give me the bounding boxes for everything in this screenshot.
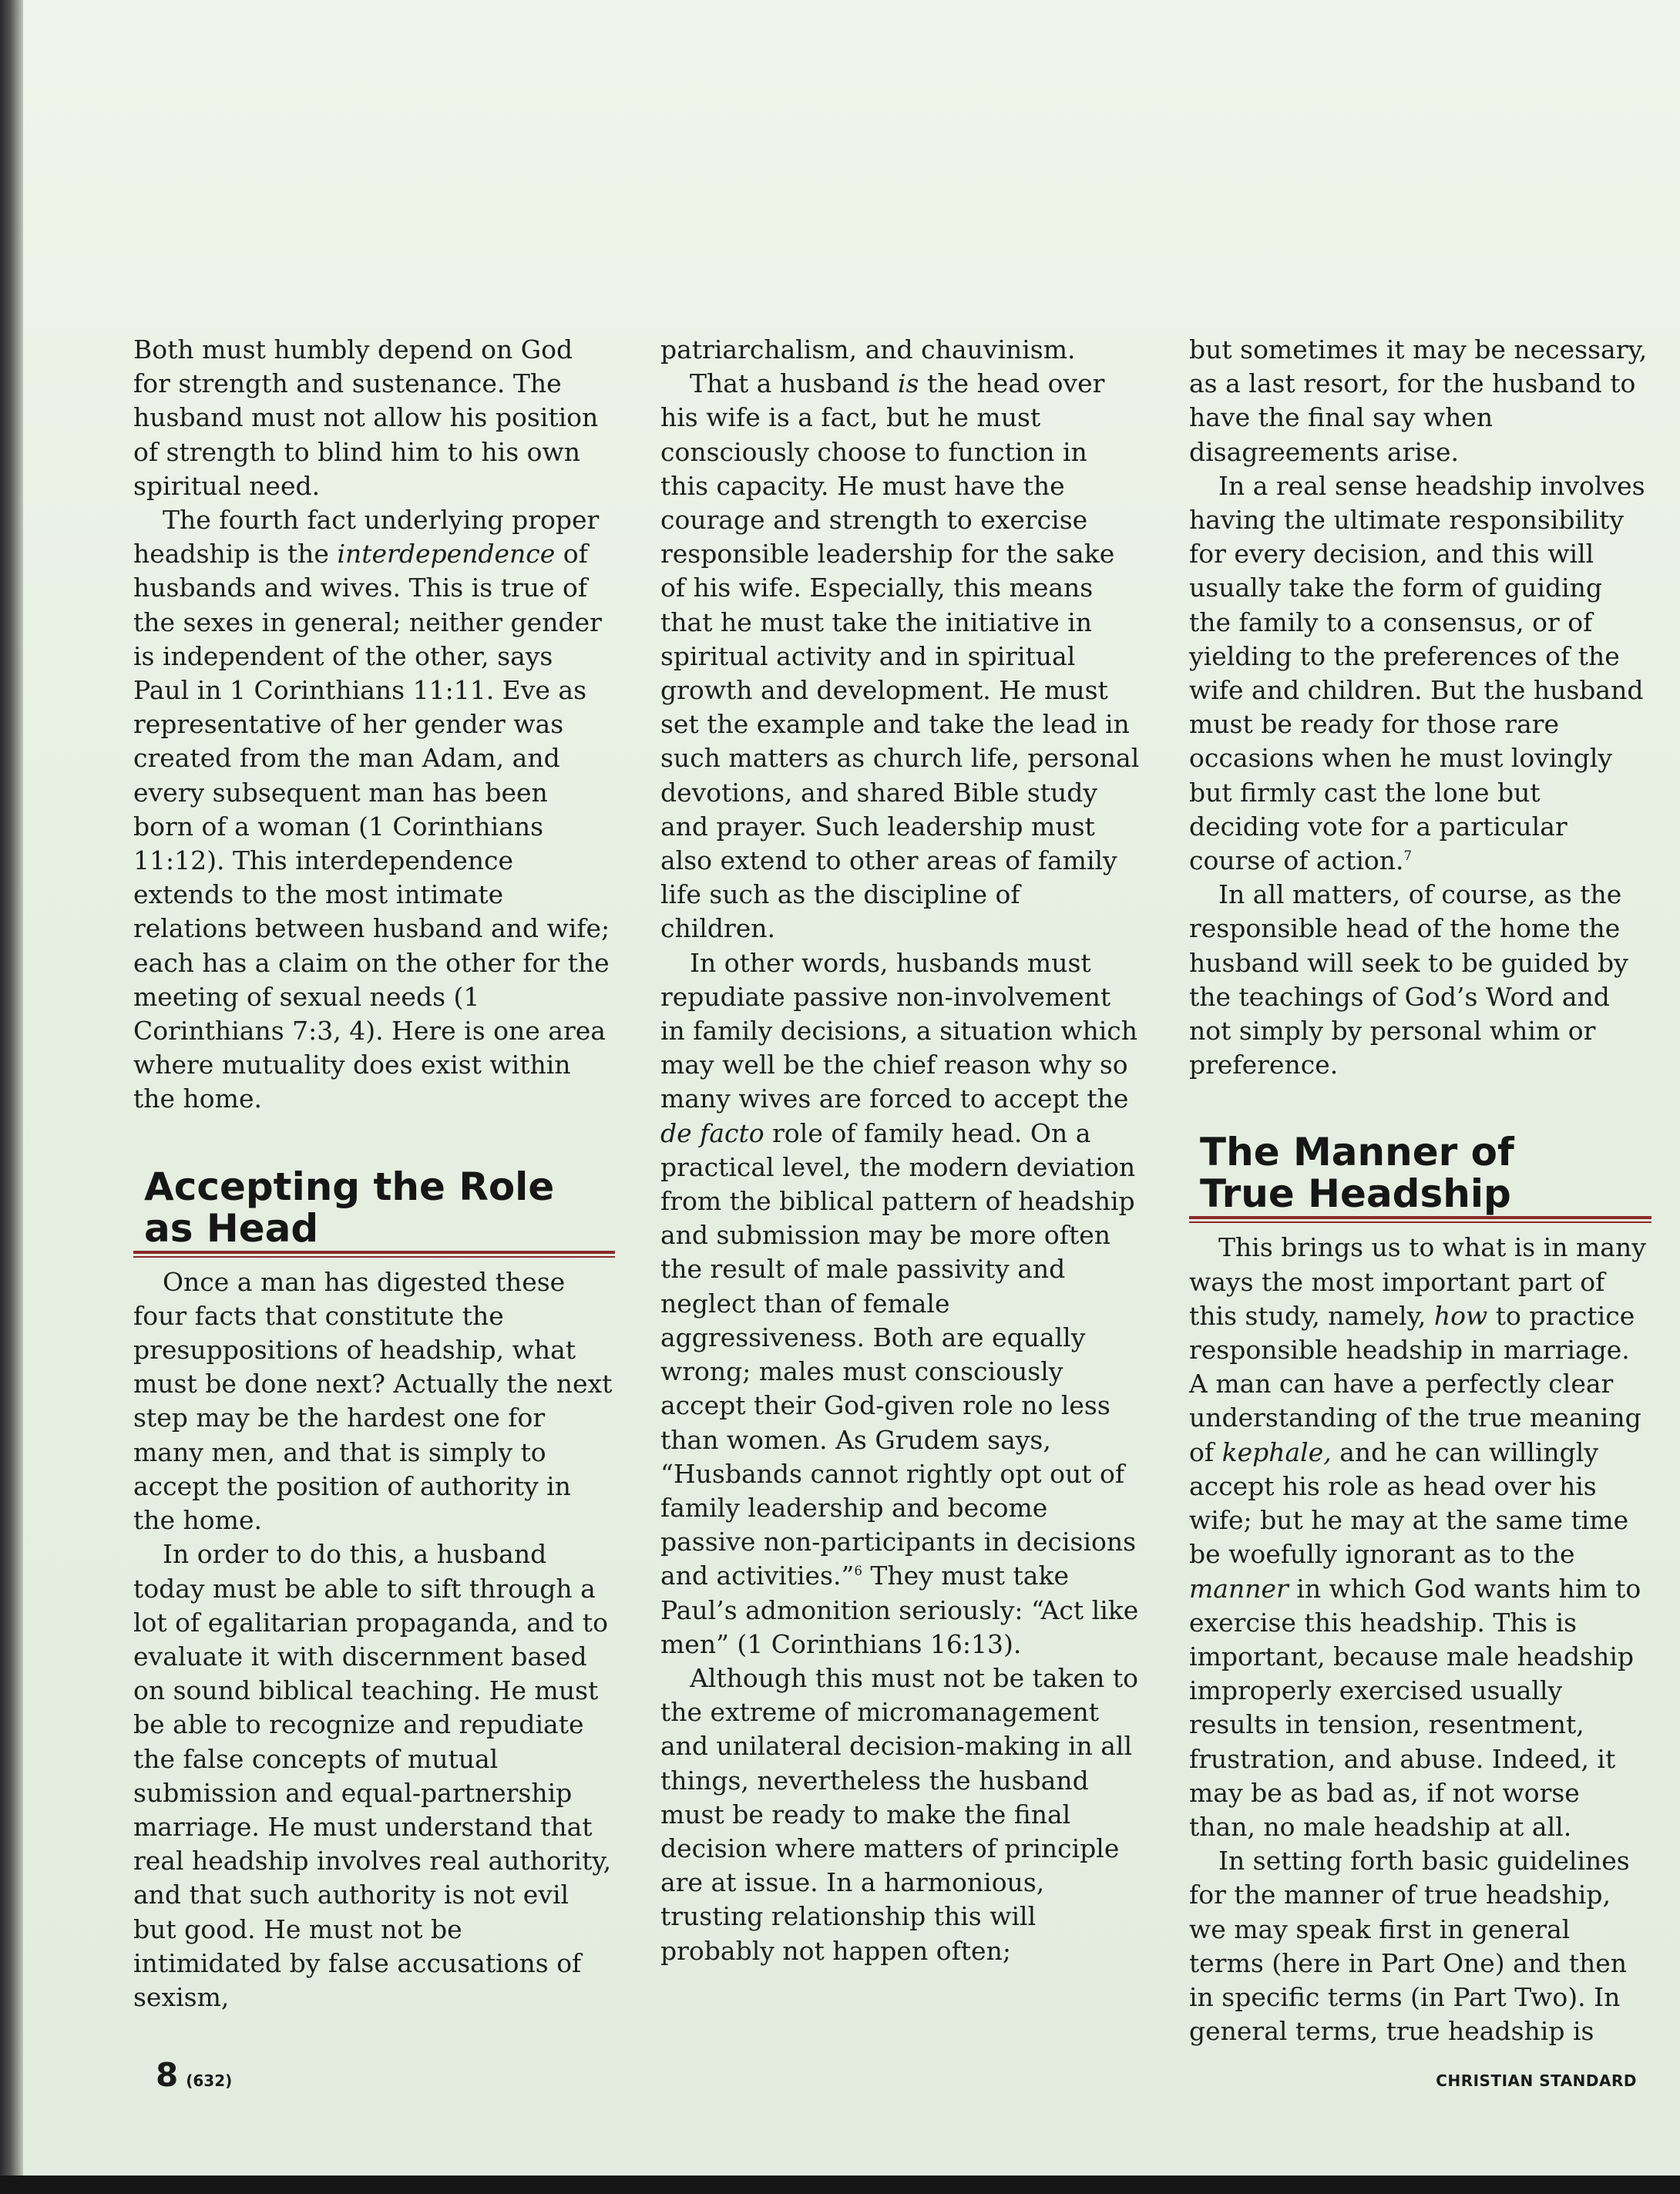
paragraph	[133, 1265, 615, 1538]
text-run: In setting forth basic guidelines for the manner of true headship, we may speak first in general terms (here in Part One) and then in specific terms (in Part Two). In general terms, true headship is	[1189, 1846, 1630, 2047]
text-run: but sometimes it may be necessary, as a last resort, for the husband to have the final say when disagreements arise.	[1189, 334, 1648, 467]
text-run: and he can willingly accept his role as head over his wife; but he may at the same time be woefully ignorant as to the	[1189, 1436, 1629, 1570]
text-run: Once a man has digested these four facts that constitute the presuppositions of headship, what must be done next? Actually the next step may be the hardest one for many men, and that is simply to accept the position of authority in the home.	[133, 1266, 613, 1536]
paragraph	[133, 1537, 615, 2014]
paragraph	[1189, 1231, 1651, 1844]
column-2	[660, 333, 1142, 1968]
paragraph	[1189, 878, 1651, 1082]
heading-line: The Manner of	[1200, 1130, 1514, 1175]
paragraph	[1189, 333, 1651, 469]
text-run: This brings us to what is in many ways the most important part of this study, namely,	[1189, 1232, 1646, 1331]
text-run: Both must humbly depend on God for strength and sustenance. The husband must not allow his position of strength to blind him to his own spiritual need.	[133, 334, 599, 501]
text-run: That a husband	[690, 368, 898, 399]
text-run: patriarchalism, and chauvinism.	[660, 334, 1076, 365]
heading-rule	[1189, 1216, 1651, 1223]
heading-rule	[133, 1251, 615, 1258]
text-run: In other words, husbands must repudiate passive non-involvement in family decisions, a situation which may well be the chief reason why so many wives are forced to accept the	[660, 947, 1137, 1114]
text-run: the head over his wife is a fact, but he must consciously choose to function in this capacity. He must have the courage and strength to exercise responsible leadership for the sake of his wife. Especially, this means that he must take the initiative in spiritual activity and in spiritual growth and development. He must set the example and take the lead in such matters as church life, personal devotions, and shared Bible study and prayer. Such leadership must also extend to other areas of family life such as the discipline of children.	[660, 368, 1140, 944]
italic-run: is	[897, 368, 919, 399]
section-heading	[1189, 1131, 1651, 1216]
page-number: 8	[156, 2056, 179, 2094]
page-sub-number: (632)	[186, 2071, 233, 2090]
text-run: to practice responsible headship in marriage. A man can have a perfectly clear understanding of the true meaning of	[1189, 1300, 1641, 1467]
paragraph	[660, 946, 1142, 1661]
binding-spine	[0, 0, 23, 2194]
paragraph	[660, 1661, 1142, 1968]
text-run: In all matters, of course, as the responsible head of the home the husband will seek to be guided by the teachings of God’s Word and not simply by personal whim or preference.	[1189, 879, 1628, 1080]
text-run: In order to do this, a husband today must be able to sift through a lot of egalitarian propaganda, and to evaluate it with discernment based on sound biblical teaching. He must be able to recognize and repudiate the false concepts of mutual submission and equal-partnership marriage. He must understand that real headship involves real authority, and that such authority is not evil but good. He must not be intimidated by false accusations of sexism,	[133, 1539, 612, 2012]
paragraph	[660, 367, 1142, 946]
text-run: The fourth fact underlying proper headship is the	[133, 505, 600, 569]
paragraph	[1189, 469, 1651, 878]
section-heading-block	[1189, 1131, 1651, 1223]
paragraph	[660, 333, 1142, 367]
heading-line: True Headship	[1200, 1171, 1511, 1217]
heading-line: Accepting the Role	[144, 1164, 555, 1209]
italic-run: de facto	[660, 1117, 764, 1148]
italic-run: interdependence	[337, 539, 556, 569]
text-run: role of family head. On a practical level, the modern deviation from the biblical pattern of headship and submission may be more often the result of male passivity and neglect than of female aggressiveness. Both are equally wrong; males must consciously accept their God-given role no less than women. As Grudem says, “Husbands cannot rightly opt out of family leadership and become passive non-participants in decisions and activities.”	[660, 1117, 1137, 1591]
text-run: They must take Paul’s admonition seriously: “Act like men” (1 Corinthians 16:13).	[660, 1561, 1139, 1659]
page-bottom-edge	[0, 2176, 1680, 2194]
page-folio	[156, 2056, 232, 2094]
magazine-name: CHRISTIAN STANDARD	[1436, 2071, 1637, 2090]
text-run: of husbands and wives. This is true of the sexes in general; neither gender is independent of the other, says Paul in 1 Corinthians 11:11. Eve as representative of her gender was created from the man Adam, and every subsequent man has been born of a woman (1 Corinthians 11:12). This interdependence extends to the most intimate relations between husband and wife; each has a claim on the other for the meeting of sexual needs (1 Corinthians 7:3, 4). Here is one area where mutuality does exist within the home.	[133, 539, 610, 1114]
section-heading	[133, 1166, 615, 1251]
text-run: In a real sense headship involves having the ultimate responsibility for every decision, and this will usually take the form of guiding the family to a consensus, or of yielding to the preferences of the wife and children. But the husband must be ready for those rare occasions when he must lovingly but firmly cast the lone but deciding vote for a particular course of action.	[1189, 470, 1645, 876]
paragraph	[1189, 1844, 1651, 2048]
italic-run: how	[1433, 1300, 1488, 1331]
text-run: Although this must not be taken to the extreme of micromanagement and unilateral decision-making in all things, nevertheless the husband must be ready to make the final decision where matters of principle are at issue. In a harmonious, trusting relationship this will probably not happen often;	[660, 1662, 1138, 1966]
italic-run: kephale,	[1221, 1436, 1332, 1467]
italic-run: manner	[1189, 1573, 1289, 1604]
paragraph	[133, 503, 615, 1117]
text-run: in which God wants him to exercise this headship. This is important, because male headship improperly exercised usually results in tension, resentment, frustration, and abuse. Indeed, it may be as bad as, if not worse than, no male headship at all.	[1189, 1573, 1641, 1842]
column-3	[1189, 333, 1651, 2048]
footnote-ref: 7	[1403, 848, 1412, 864]
column-1	[133, 333, 615, 2014]
heading-line: as Head	[144, 1205, 319, 1251]
paragraph	[133, 333, 615, 503]
footnote-ref: 6	[854, 1564, 862, 1579]
section-heading-block	[133, 1166, 615, 1258]
